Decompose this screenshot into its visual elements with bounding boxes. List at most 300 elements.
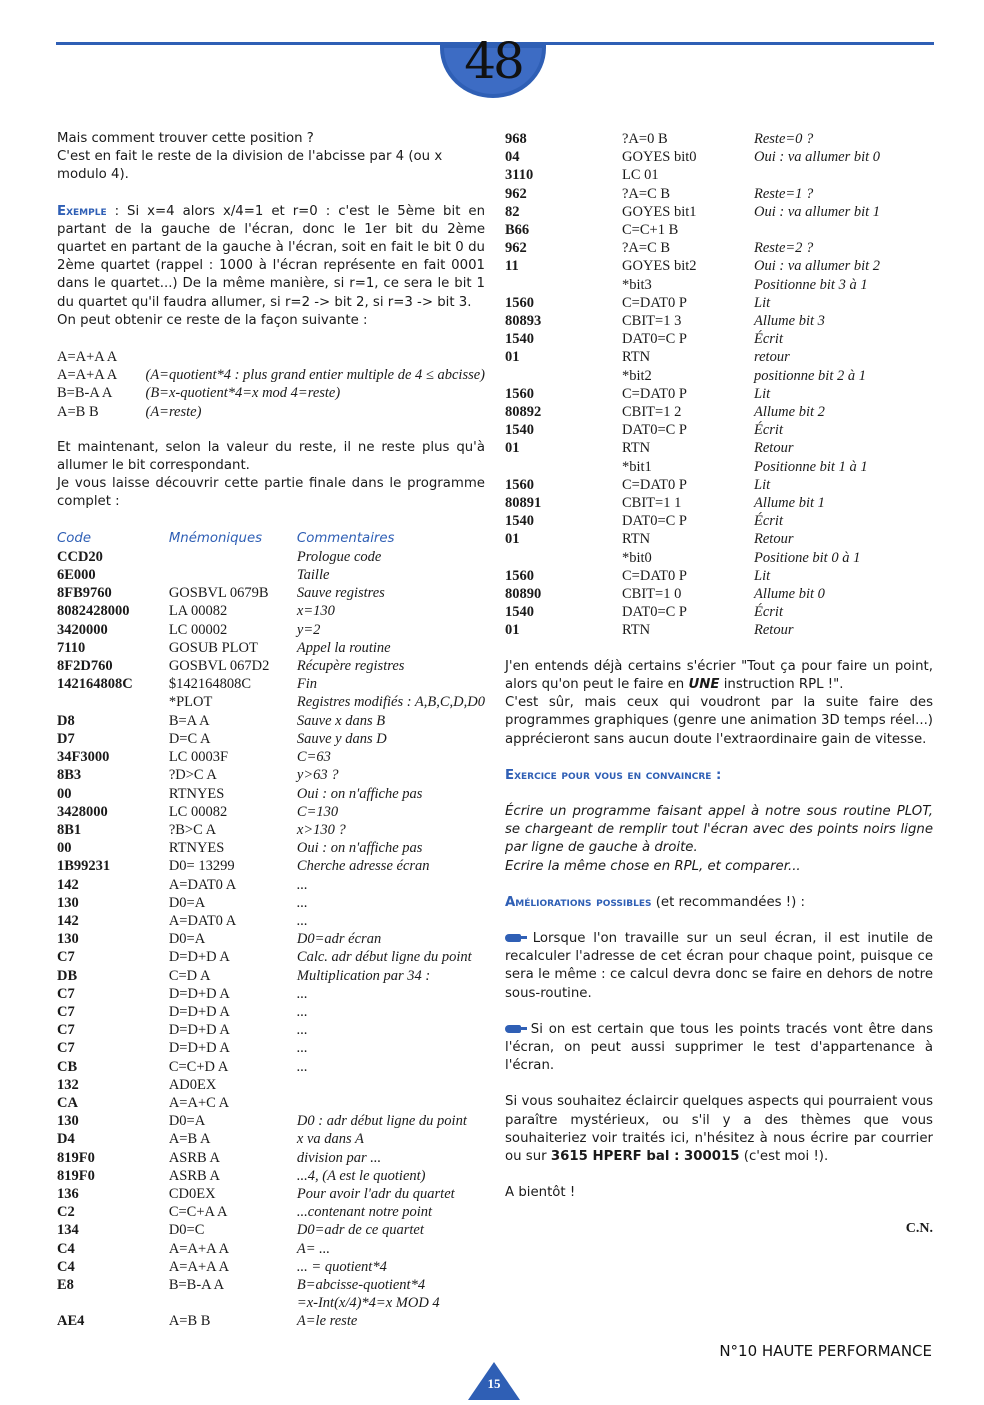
mnemonic: A=DAT0 A [168, 912, 237, 929]
hex-code: 132 [57, 1076, 79, 1093]
code-row [57, 1167, 485, 1185]
hex-code: CA [57, 1094, 78, 1111]
code-row [57, 894, 485, 912]
code-row [57, 1276, 485, 1294]
hex-code: 00 [57, 840, 72, 857]
hex-code: 80893 [505, 313, 542, 330]
mnemonic: ?D>C A [168, 767, 217, 784]
code-row [505, 549, 880, 567]
hex-code: 01 [505, 440, 520, 457]
hex-code: 142 [57, 876, 79, 893]
comment: Reste=1 ? [754, 185, 814, 202]
code-row [505, 385, 880, 403]
mnemonic [169, 1294, 297, 1312]
badge-number: 48 [464, 32, 522, 90]
goodbye: A bientôt ! [505, 1185, 576, 1201]
code-row [57, 566, 485, 584]
hex-code: 3420000 [57, 621, 108, 638]
hex-code: C7 [57, 1040, 75, 1057]
hex-code: B66 [505, 222, 530, 239]
mnemonic: ?B>C A [168, 821, 217, 838]
page-number-badge [466, 1360, 522, 1400]
comment: Positione bit 0 à 1 [754, 549, 861, 566]
reaction-paragraph: J'en entends déjà certains s'écrier "Tout ça pour faire un point, alors qu'on peut le faire en UNE instruction RPL !". [505, 658, 933, 692]
comment: Retour [754, 440, 794, 457]
code-row [57, 1094, 485, 1112]
mnemonic: D0=A [168, 931, 206, 948]
comment: ... = quotient*4 [296, 1258, 387, 1275]
hex-code: 962 [505, 240, 527, 257]
hex-code: C7 [57, 985, 75, 1002]
hex-code: C7 [57, 1022, 75, 1039]
code-row [57, 621, 485, 639]
improvements-title: Améliorations possibles [505, 894, 652, 910]
mnemonic: A=A+C A [168, 1094, 230, 1111]
example-paragraph [57, 203, 485, 312]
comment: C=130 [296, 803, 339, 820]
code-row [505, 276, 880, 294]
hex-code: 1560 [505, 385, 534, 402]
code-row [57, 803, 485, 821]
asm-row: B=B-A A (B=x-quotient*4=x mod 4=reste) [57, 385, 341, 402]
mnemonic: RTN [622, 349, 651, 366]
then-paragraph-1: Et maintenant, selon la valeur du reste, il ne reste plus qu'à allumer le bit correspondant. [57, 439, 485, 474]
hex-code: 1B99231 [57, 858, 111, 875]
mnemonic: B=B-A A [168, 1276, 225, 1293]
mnemonic: D0=A [168, 1113, 206, 1130]
mnemonic: RTN [622, 622, 651, 639]
hex-code: 1540 [505, 604, 534, 621]
mnemonic: *bit3 [622, 276, 652, 293]
comment: Positionne bit 3 à 1 [754, 276, 868, 293]
code-row [57, 712, 485, 730]
code-row [505, 294, 880, 312]
mnemonic: CBIT=1 3 [622, 313, 682, 330]
comment: Lit [754, 567, 771, 584]
hex-code: 6E000 [57, 567, 96, 584]
mnemonic: ?A=C B [622, 240, 671, 257]
code-row [505, 312, 880, 330]
hex-code: 8B1 [57, 821, 82, 838]
then-paragraph-2: Je vous laisse découvrir cette partie finale dans le programme complet : [57, 476, 485, 510]
asm-row: A=A+A A [57, 349, 118, 366]
code-row [57, 839, 485, 857]
minitel-contact: 3615 HPERF bal : 300015 [550, 1148, 740, 1164]
code-row [57, 1149, 485, 1167]
mnemonic: LC 00002 [168, 621, 228, 638]
hex-code: 130 [57, 1113, 79, 1130]
hex-code: 8FB9760 [57, 585, 112, 602]
hex-code: 04 [505, 149, 520, 166]
hex-code: 819F0 [57, 1149, 95, 1166]
hex-code: 136 [57, 1185, 79, 1202]
comment: ...4, (A est le quotient) [296, 1167, 426, 1184]
mnemonic: A=B A [168, 1131, 211, 1148]
comment: Calc. adr début ligne du point [296, 949, 472, 966]
code-row [505, 221, 880, 239]
mnemonic: RTN [622, 440, 651, 457]
code-row [505, 185, 880, 203]
mnemonic: DAT0=C P [622, 513, 687, 530]
asm-row: A=B B (A=reste) [57, 403, 202, 420]
code-row [505, 148, 880, 166]
comment: Sauve y dans D [296, 730, 387, 747]
tip-1: Lorsque l'on travaille sur un seul écran, il est inutile de recalculer l'adresse de cet écran pour chaque point, puisque ce sera le même : ce calcul devra donc se faire en dehors de notre sous-routine. [505, 930, 933, 1001]
code-row [57, 693, 485, 711]
mnemonic: DAT0=C P [622, 604, 687, 621]
mnemonic: AD0EX [168, 1076, 217, 1093]
hex-code: 142 [57, 912, 79, 929]
mnemonic: C=DAT0 P [622, 385, 687, 402]
mnemonic: RTN [622, 531, 651, 548]
hex-code: C7 [57, 1003, 75, 1020]
hex-code: 34F3000 [57, 749, 110, 766]
mnemonic: B=A A [168, 712, 210, 729]
code-row [505, 512, 880, 530]
code-row [505, 421, 880, 439]
comment: Registres modifiés : A,B,C,D,D0 [296, 694, 485, 711]
hex-code: E8 [57, 1276, 74, 1293]
hex-code: AE4 [57, 1313, 85, 1330]
code-row [57, 1003, 485, 1021]
comment: ... [296, 1022, 308, 1039]
code-row [57, 602, 485, 620]
comment [297, 1094, 485, 1112]
code-row [505, 166, 880, 184]
code-row [57, 1240, 485, 1258]
comment: ... [296, 985, 308, 1002]
mnemonic: ?A=C B [622, 185, 671, 202]
comment: D0=adr écran [296, 931, 382, 948]
comment: Taille [296, 567, 330, 584]
mnemonic: ?A=0 B [622, 131, 668, 147]
comment: x=130 [296, 603, 335, 620]
code-row [57, 985, 485, 1003]
code-table-header [57, 530, 485, 548]
comment: Lit [754, 385, 771, 402]
code-row [505, 348, 880, 366]
comment: Oui : va allumer bit 1 [754, 203, 881, 220]
hex-code [505, 458, 622, 476]
comment [754, 221, 880, 239]
code-row [57, 967, 485, 985]
mnemonic: *PLOT [168, 694, 213, 711]
page-badge [440, 20, 546, 98]
mnemonic: A=B B [168, 1313, 211, 1330]
hex-code: 80890 [505, 586, 542, 603]
hex-code: 80891 [505, 495, 542, 512]
hex-code: 01 [505, 531, 520, 548]
hex-code: C7 [57, 949, 75, 966]
left-column [57, 130, 485, 1331]
hex-code: 142164808C [57, 676, 133, 693]
comment: ... [296, 876, 308, 893]
comment: Lit [754, 294, 771, 311]
code-row [505, 458, 880, 476]
code-row [57, 1076, 485, 1094]
code-row [505, 257, 880, 275]
code-row [57, 1130, 485, 1148]
tip-2: Si on est certain que tous les points tracés vont être dans l'écran, on peut aussi supprimer le test d'appartenance à l'écran. [505, 1021, 933, 1074]
mnemonic: C=DAT0 P [622, 567, 687, 584]
comment: Écrit [754, 513, 783, 530]
hex-code [57, 1294, 169, 1312]
comment: ... [296, 1040, 308, 1057]
comment: Allume bit 1 [754, 495, 825, 512]
code-row [57, 1185, 485, 1203]
mnemonic: *bit2 [622, 367, 652, 384]
hex-code: 1560 [505, 567, 534, 584]
mnemonic: C=DAT0 P [622, 476, 687, 493]
code-row [57, 730, 485, 748]
hex-code: 130 [57, 894, 79, 911]
code-row [57, 748, 485, 766]
comment: division par ... [296, 1149, 382, 1166]
pointing-hand-icon [505, 934, 521, 942]
comment: Sauve x dans B [296, 712, 386, 729]
comment: Sauve registres [296, 585, 385, 602]
header-comments: Commentaires [296, 530, 395, 546]
hex-code: 819F0 [57, 1167, 95, 1184]
hex-code: 1560 [505, 294, 534, 311]
comment: Retour [754, 622, 794, 639]
mnemonic: RTNYES [168, 785, 225, 802]
code-row [57, 930, 485, 948]
code-row [505, 530, 880, 548]
comment: ...contenant notre point [296, 1204, 433, 1221]
mnemonic: $142164808C [168, 676, 251, 693]
mnemonic: D=C A [168, 730, 211, 747]
comment: D0 : adr début ligne du point [296, 1113, 467, 1130]
comment: y=2 [296, 621, 321, 638]
comment: Écrit [754, 331, 783, 348]
mnemonic: LC 01 [622, 167, 659, 184]
code-row [57, 657, 485, 675]
comment: Cherche adresse écran [296, 858, 430, 875]
header-mnemonics: Mnémoniques [168, 530, 263, 546]
mnemonic [169, 548, 297, 566]
mnemonic: ASRB A [168, 1149, 221, 1166]
magazine-title: N°10 HAUTE PERFORMANCE [719, 1342, 932, 1360]
mnemonic: CBIT=1 0 [622, 586, 682, 603]
comment: ... [296, 912, 308, 929]
comment: C=63 [296, 749, 331, 766]
mnemonic: D0=C [168, 1222, 205, 1239]
mnemonic: C=DAT0 P [622, 294, 687, 311]
comment: ... [296, 1003, 308, 1020]
hex-code: 968 [505, 131, 527, 147]
comment: Appel la routine [296, 639, 391, 656]
mnemonic: C=D A [168, 967, 211, 984]
comment: Oui : on n'affiche pas [296, 785, 423, 802]
hex-code: 01 [505, 349, 520, 366]
hex-code: 00 [57, 785, 72, 802]
comment: y>63 ? [296, 767, 339, 784]
comment: Fin [296, 676, 318, 693]
code-row [57, 948, 485, 966]
pointing-hand-icon [505, 1025, 521, 1033]
hex-code: CCD20 [57, 548, 103, 565]
mnemonic: *bit0 [622, 549, 652, 566]
hex-code: 01 [505, 622, 520, 639]
emphasis-une: UNE [688, 676, 720, 692]
hex-code: 80892 [505, 404, 542, 421]
code-row [505, 130, 880, 148]
comment: Allume bit 2 [754, 404, 825, 421]
code-row [57, 1221, 485, 1239]
mnemonic: LC 00082 [168, 803, 228, 820]
comment: Oui : on n'affiche pas [296, 840, 423, 857]
code-row [57, 1312, 485, 1330]
mnemonic: CD0EX [168, 1185, 216, 1202]
comment: Allume bit 3 [754, 313, 825, 330]
comment: Écrit [754, 604, 783, 621]
comment: Retour [754, 531, 794, 548]
hex-code [505, 549, 622, 567]
hex-code: DB [57, 967, 78, 984]
hex-code: D4 [57, 1131, 75, 1148]
asm-row: A=A+A A (A=quotient*4 : plus grand entier multiple de 4 ≤ abcisse) [57, 367, 485, 384]
code-row [57, 1203, 485, 1221]
code-row [57, 1058, 485, 1076]
mnemonic: C=C+D A [168, 1058, 229, 1075]
hex-code: C4 [57, 1258, 75, 1275]
example-text: : Si x=4 alors x/4=1 et r=0 : c'est le 5ème bit en partant de la gauche de l'écran, donc le 1er bit du 2ème quartet en partant de la gauche à l'écran, soit en fait le bit 0 du 2ème quartet (rappel : 1000 à l'écran représente en fait 0001 dans le quartet...) De la même manière, si r=1, ce sera le bit 1 du quartet qu'il faudra allumer, si r=2 -> bit 2, si r=3 -> bit 3. [57, 203, 485, 310]
hex-code [505, 367, 622, 385]
hex-code: 8082428000 [57, 603, 130, 620]
mnemonic: GOSUB PLOT [168, 639, 258, 656]
code-row [505, 621, 880, 639]
code-row [57, 584, 485, 602]
mnemonic: D=D+D A [168, 1003, 230, 1020]
mnemonic: D0= 13299 [168, 858, 235, 875]
mnemonic: D=D+D A [168, 1022, 230, 1039]
code-row [57, 821, 485, 839]
comment: Récupère registres [296, 658, 405, 675]
code-row [505, 367, 880, 385]
exercise-text-1: Écrire un programme faisant appel à notre sous routine PLOT, se chargeant de remplir tout l'écran avec des points noirs ligne par ligne de gauche à droite. [505, 803, 933, 856]
mnemonic: GOSBVL 0679B [168, 585, 269, 602]
comment: Reste=0 ? [754, 131, 814, 147]
code-listing-left [57, 530, 485, 1331]
obtain-line: On peut obtenir ce reste de la façon suivante : [57, 312, 368, 328]
mnemonic: GOYES bit2 [622, 258, 697, 275]
code-row [505, 330, 880, 348]
comment: x va dans A [296, 1131, 364, 1148]
code-row [57, 639, 485, 657]
code-row [57, 785, 485, 803]
code-row [505, 494, 880, 512]
mnemonic: GOYES bit0 [622, 149, 697, 166]
mnemonic: ASRB A [168, 1167, 221, 1184]
hex-code: 130 [57, 931, 79, 948]
mnemonic: D=D+D A [168, 1040, 230, 1057]
mnemonic: DAT0=C P [622, 331, 687, 348]
code-row [57, 1258, 485, 1276]
comment: B=abcisse-quotient*4 [296, 1276, 426, 1293]
mnemonic: C=C+A A [168, 1204, 228, 1221]
mnemonic: LC 0003F [168, 749, 229, 766]
header-code: Code [57, 530, 92, 546]
code-row [57, 548, 485, 566]
comment: A=le reste [296, 1313, 358, 1330]
code-row [505, 476, 880, 494]
code-row [57, 1039, 485, 1057]
comment: Oui : va allumer bit 0 [754, 149, 881, 166]
hex-code: CB [57, 1058, 78, 1075]
code-row [57, 1112, 485, 1130]
code-row [57, 675, 485, 693]
code-row [57, 876, 485, 894]
speed-paragraph: C'est sûr, mais ceux qui voudront par la suite faire des programmes graphiques (genre une animation 3D temps réel...) apprécieront sans aucun doute l'extraordinaire gain de vitesse. [505, 695, 933, 747]
hex-code: 134 [57, 1222, 79, 1239]
code-row [57, 766, 485, 784]
comment: retour [754, 349, 790, 366]
comment: Oui : va allumer bit 2 [754, 258, 881, 275]
comment: Reste=2 ? [754, 240, 814, 257]
mnemonic: *bit1 [622, 458, 652, 475]
mnemonic: A=A+A A [168, 1240, 230, 1257]
mnemonic: GOSBVL 067D2 [168, 658, 270, 675]
hex-code: D7 [57, 730, 75, 747]
comment: Positionne bit 1 à 1 [754, 458, 868, 475]
comment [297, 1076, 485, 1094]
comment: Lit [754, 476, 771, 493]
code-row [57, 857, 485, 875]
mnemonic: D0=A [168, 894, 206, 911]
intro-line-2: C'est en fait le reste de la division de l'abcisse par 4 (ou x modulo 4). [57, 149, 443, 183]
hex-code: 11 [505, 258, 519, 275]
code-row [505, 585, 880, 603]
hex-code: 7110 [57, 639, 86, 656]
hex-code: 8B3 [57, 767, 82, 784]
hex-code: D8 [57, 712, 75, 729]
comment: ... [296, 894, 308, 911]
mnemonic: A=DAT0 A [168, 876, 237, 893]
mnemonic: CBIT=1 2 [622, 404, 682, 421]
right-column [505, 130, 933, 1239]
hex-code: 8F2D760 [57, 658, 113, 675]
comment: Multiplication par 34 : [296, 967, 431, 984]
mnemonic: GOYES bit1 [622, 203, 697, 220]
mnemonic [169, 566, 297, 584]
comment: Écrit [754, 422, 783, 439]
mnemonic: RTNYES [168, 840, 225, 857]
example-label: Exemple [57, 203, 107, 219]
hex-code: C4 [57, 1240, 75, 1257]
comment: Prologue code [296, 548, 382, 565]
comment: D0=adr de ce quartet [296, 1222, 424, 1239]
author-signature: C.N. [905, 1221, 933, 1237]
mnemonic: DAT0=C P [622, 422, 687, 439]
code-row [505, 603, 880, 621]
code-row [505, 439, 880, 457]
comment: Allume bit 0 [754, 586, 825, 603]
improvements-heading: Améliorations possibles (et recommandées !) : [505, 894, 805, 910]
hex-code: C2 [57, 1204, 75, 1221]
comment [754, 166, 880, 184]
comment: x>130 ? [296, 821, 346, 838]
comment: positionne bit 2 à 1 [754, 367, 866, 384]
comment: =x-Int(x/4)*4=x MOD 4 [296, 1295, 440, 1312]
code-row [57, 1294, 485, 1312]
hex-code: 962 [505, 185, 527, 202]
hex-code: 1540 [505, 331, 534, 348]
code-row [505, 203, 880, 221]
page-number: 15 [487, 1376, 501, 1391]
mnemonic: LA 00082 [168, 603, 228, 620]
code-row [57, 912, 485, 930]
